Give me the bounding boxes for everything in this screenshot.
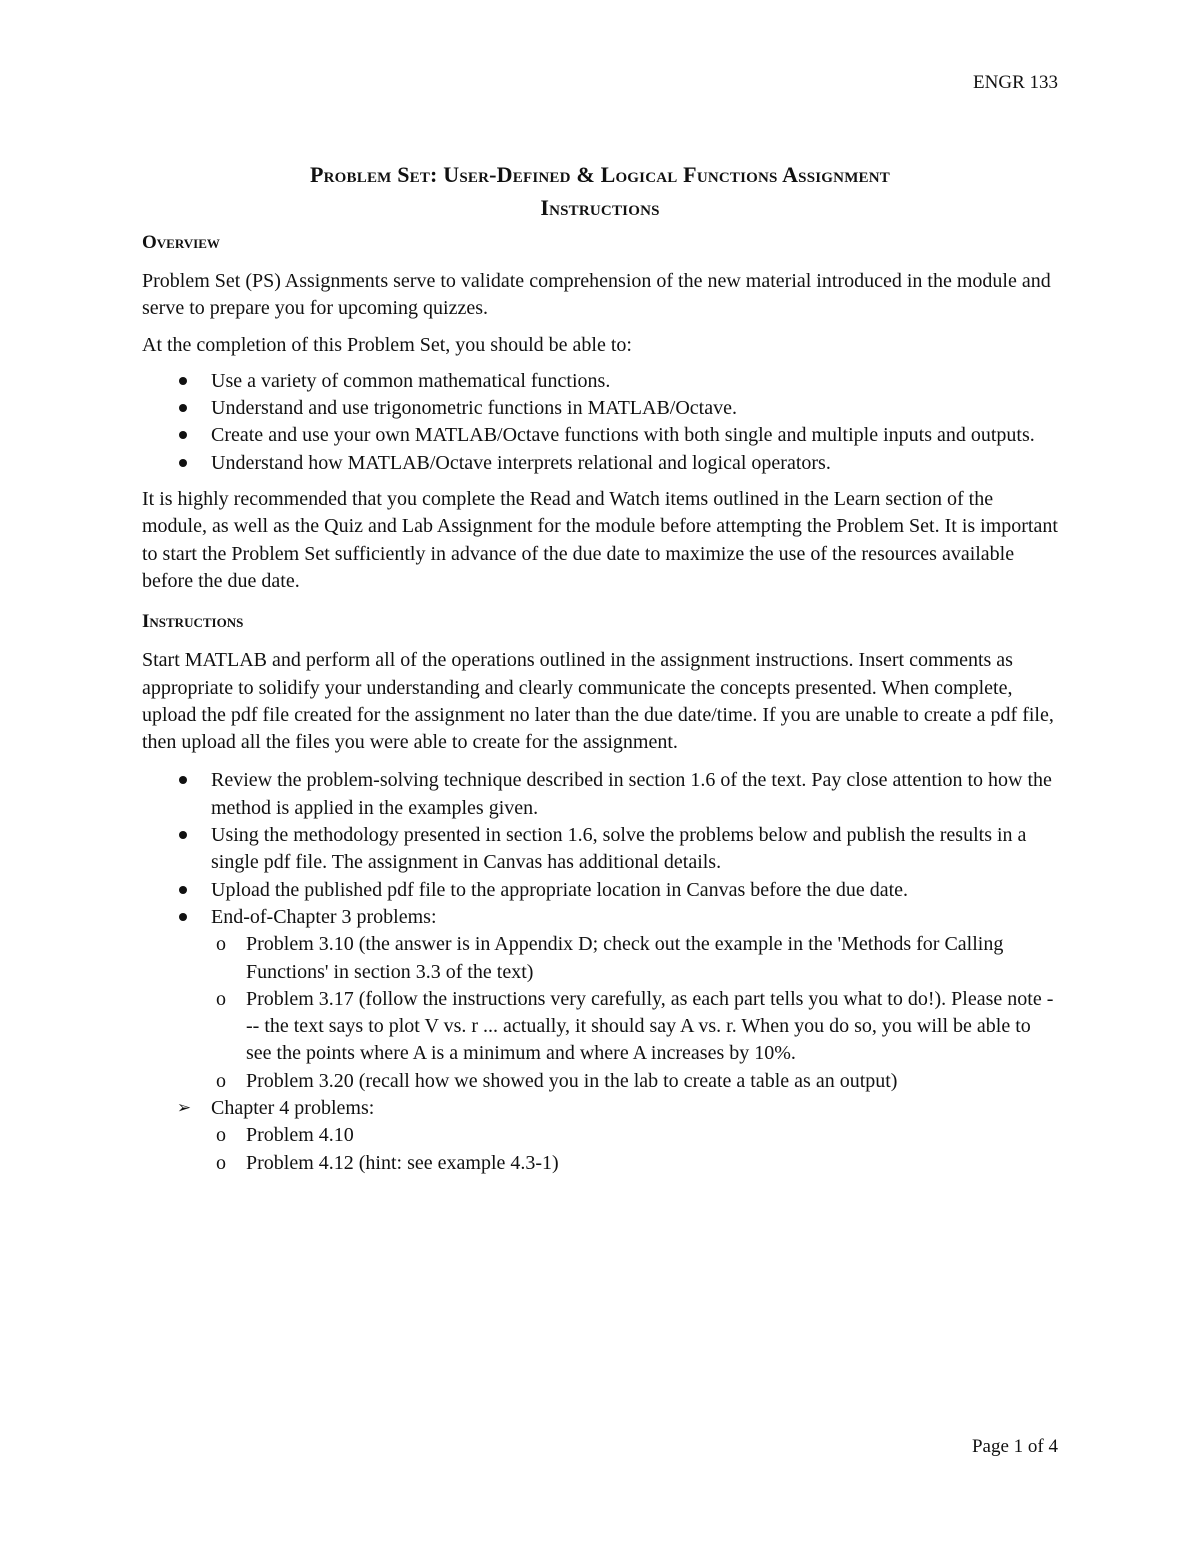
list-item: End-of-Chapter 3 problems: — [211, 905, 437, 928]
list-item: o Problem 3.20 (recall how we showed you in the lab to create a table as an output) — [142, 1068, 1058, 1095]
list-item: o Problem 4.10 — [142, 1122, 1058, 1149]
document-title — [142, 158, 1058, 224]
instructions-list — [142, 767, 1058, 1176]
title-line-2: Instructions — [540, 195, 660, 220]
list-item: Understand and use trigonometric functions in MATLAB/Octave. — [211, 397, 737, 420]
list-item: Using the methodology presented in section 1.6, solve the problems below and publish the results in a single pdf file. The assignment in Canvas has additional details. — [211, 824, 1027, 874]
overview-paragraph-1: Problem Set (PS) Assignments serve to validate comprehension of the new material introduced in the module and serve to prepare you for upcoming quizzes. — [142, 270, 1051, 320]
list-item: Create and use your own MATLAB/Octave functions with both single and multiple inputs and outputs. — [211, 424, 1035, 447]
circle-bullet-icon: o — [216, 1124, 226, 1147]
overview-paragraph-2: At the completion of this Problem Set, you should be able to: — [142, 333, 632, 356]
list-item: Use a variety of common mathematical functions. — [211, 369, 611, 392]
list-item: ➢ Chapter 4 problems: — [142, 1095, 1058, 1122]
list-item: Understand how MATLAB/Octave interprets relational and logical operators. — [211, 451, 831, 474]
instructions-paragraph: Start MATLAB and perform all of the operations outlined in the assignment instructions. Insert comments as appropriate to solidify your understanding and clearly communicate the concepts presented. When complete, upload the pdf file created for the assignment no later than the due date/time. If you are unable to create a pdf file, then upload all the files you were able to create for the assignment. — [142, 649, 1054, 754]
objectives-list — [142, 368, 1058, 477]
document-body — [142, 230, 1058, 1186]
list-item: o Problem 3.10 (the answer is in Appendix D; check out the example in the 'Methods for Calling Functions' in section 3.3 of the text) — [142, 931, 1058, 986]
list-item: o Problem 4.12 (hint: see example 4.3-1) — [142, 1150, 1058, 1177]
arrow-bullet-icon: ➢ — [176, 1098, 192, 1119]
circle-bullet-icon: o — [216, 933, 226, 956]
overview-paragraph-3: It is highly recommended that you complete the Read and Watch items outlined in the Learn section of the module, as well as the Quiz and Lab Assignment for the module before attempting the Problem Set. It is important to start the Problem Set sufficiently in advance of the due date to maximize the use of the resources available before the due date. — [142, 488, 1058, 592]
circle-bullet-icon: o — [216, 1069, 226, 1092]
instructions-heading: Instructions — [142, 611, 244, 633]
page-number: Page 1 of 4 — [971, 1436, 1058, 1457]
list-item: o Problem 3.17 (follow the instructions very carefully, as each part tells you what to do!). Please note --- the text says to plot V vs. r ... actually, it should say A vs. r. When you do so, you will be able to see the points where A is a minimum and where A increases by 10%. — [142, 986, 1058, 1068]
overview-heading: Overview — [142, 232, 220, 253]
title-line-1: Problem Set: User-Defined & Logical Functions Assignment — [310, 162, 890, 187]
circle-bullet-icon: o — [216, 1151, 226, 1174]
list-item: Review the problem-solving technique described in section 1.6 of the text. Pay close attention to how the method is applied in the examples given. — [211, 769, 1052, 819]
circle-bullet-icon: o — [216, 987, 226, 1010]
list-item: Upload the published pdf file to the appropriate location in Canvas before the due date. — [211, 878, 909, 901]
course-code: ENGR 133 — [973, 72, 1058, 93]
